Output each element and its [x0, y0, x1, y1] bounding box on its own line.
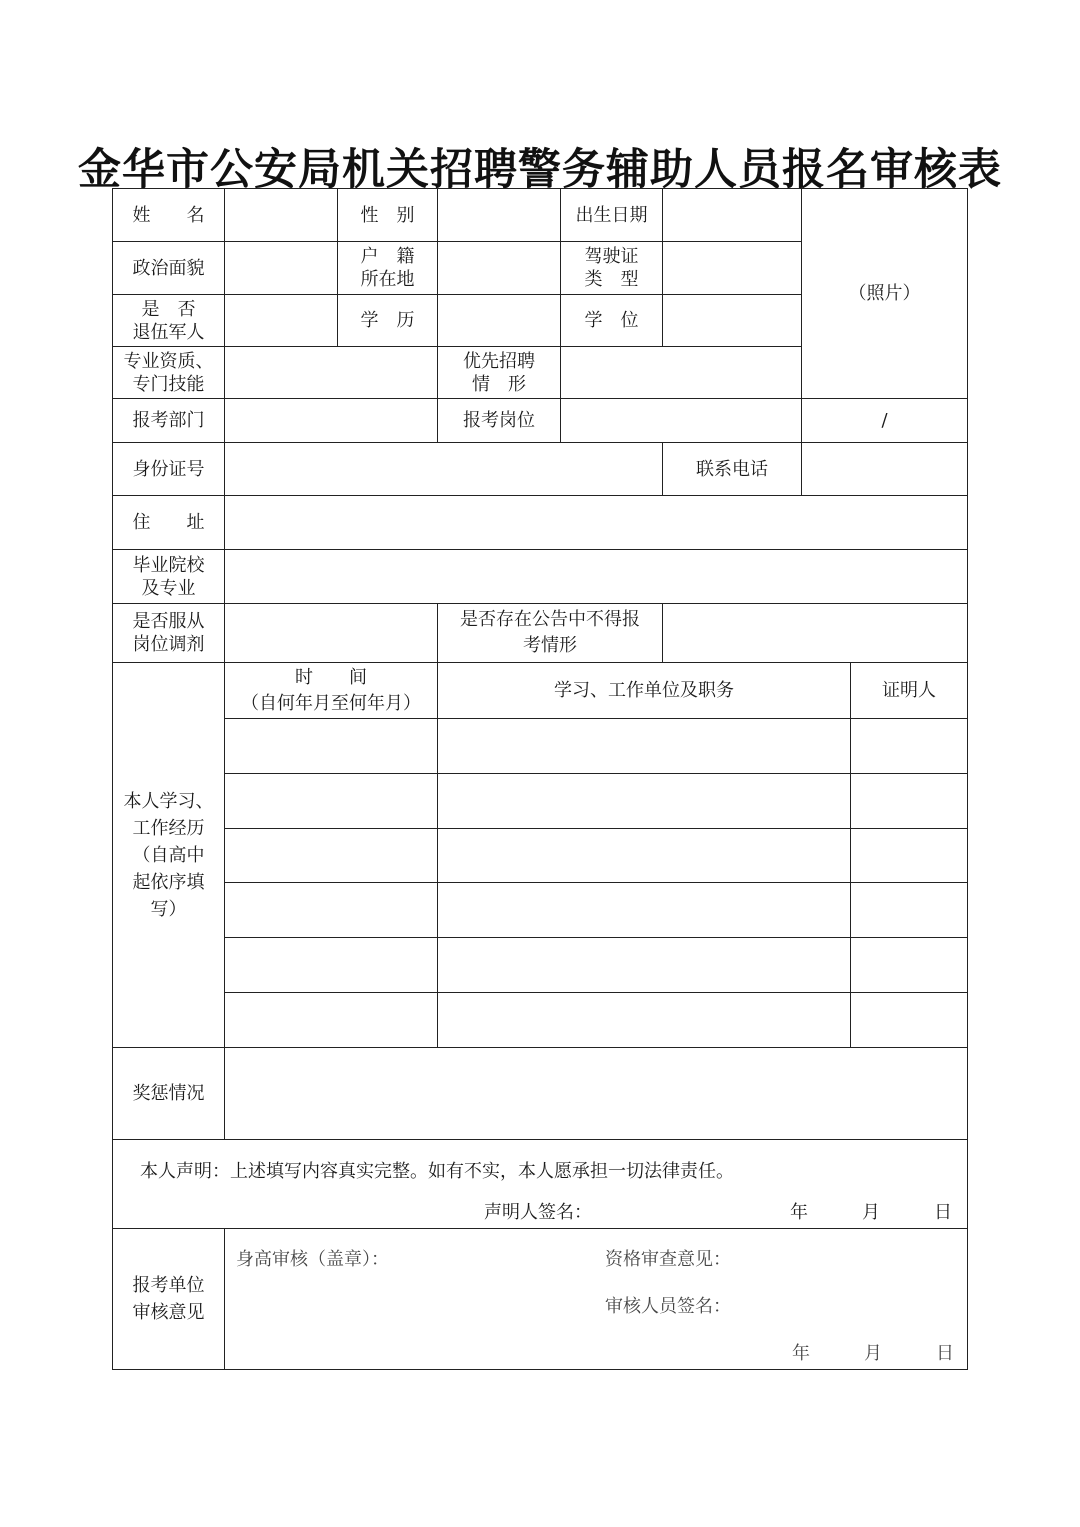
license-type-field[interactable] [662, 241, 802, 295]
political-status-label: 政治面貌 [112, 241, 225, 295]
history-time-cell[interactable] [224, 718, 438, 774]
history-time-cell[interactable] [224, 882, 438, 938]
education-field[interactable] [437, 294, 561, 347]
political-status-field[interactable] [224, 241, 338, 295]
history-time-cell[interactable] [224, 992, 438, 1048]
photo-box[interactable]: （照片） [801, 188, 968, 399]
degree-field[interactable] [662, 294, 802, 347]
history-witness-cell[interactable] [850, 828, 968, 883]
review-label: 报考单位 审核意见 [112, 1228, 225, 1370]
history-witness-cell[interactable] [850, 992, 968, 1048]
degree-label: 学 位 [560, 294, 663, 347]
history-unit-cell[interactable] [437, 773, 851, 829]
history-witness-cell[interactable] [850, 937, 968, 993]
id-number-label: 身份证号 [112, 442, 225, 496]
unit-header: 学习、工作单位及职务 [437, 662, 851, 719]
gender-label: 性 别 [337, 188, 438, 242]
household-label: 户 籍 所在地 [337, 241, 438, 295]
slash-cell: / [801, 398, 968, 443]
prohibited-field[interactable] [662, 603, 968, 663]
qualification-field[interactable] [224, 346, 438, 399]
household-field[interactable] [437, 241, 561, 295]
department-label: 报考部门 [112, 398, 225, 443]
prohibited-label: 是否存在公告中不得报 考情形 [437, 603, 663, 663]
name-field[interactable] [224, 188, 338, 242]
history-label: 本人学习、 工作经历 （自高中 起依序填 写） [112, 662, 225, 1048]
history-unit-cell[interactable] [437, 992, 851, 1048]
post-label: 报考岗位 [437, 398, 561, 443]
school-label: 毕业院校 及专业 [112, 549, 225, 604]
address-label: 住 址 [112, 495, 225, 550]
veteran-field[interactable] [224, 294, 338, 347]
history-witness-cell[interactable] [850, 773, 968, 829]
license-type-label: 驾驶证 类 型 [560, 241, 663, 295]
address-field[interactable] [224, 495, 968, 550]
veteran-label: 是 否 退伍军人 [112, 294, 225, 347]
history-time-cell[interactable] [224, 773, 438, 829]
qualification-opinion-label: 资格审查意见： [605, 1249, 731, 1270]
post-field[interactable] [560, 398, 802, 443]
height-check-label: 身高审核（盖章）： [236, 1249, 389, 1270]
birth-date-field[interactable] [662, 188, 802, 242]
declaration-date: 年 月 日 [790, 1202, 952, 1223]
form-title: 金华市公安局机关招聘警务辅助人员报名审核表 [78, 145, 1002, 195]
birth-date-label: 出生日期 [560, 188, 663, 242]
history-witness-cell[interactable] [850, 718, 968, 774]
declaration-text: 本人声明：上述填写内容真实完整。如有不实，本人愿承担一切法律责任。 [140, 1161, 734, 1182]
priority-label: 优先招聘 情 形 [437, 346, 561, 399]
priority-field[interactable] [560, 346, 802, 399]
education-label: 学 历 [337, 294, 438, 347]
phone-field[interactable] [801, 442, 968, 496]
time-header: 时 间 （自何年月至何年月） [224, 662, 438, 719]
department-field[interactable] [224, 398, 438, 443]
history-unit-cell[interactable] [437, 937, 851, 993]
phone-label: 联系电话 [662, 442, 802, 496]
name-label: 姓 名 [112, 188, 225, 242]
adjust-label: 是否服从 岗位调剂 [112, 603, 225, 663]
reviewer-signature-label: 审核人员签名： [605, 1296, 731, 1317]
rewards-field[interactable] [224, 1047, 968, 1140]
declaration-signature-label: 声明人签名： [484, 1202, 592, 1223]
adjust-field[interactable] [224, 603, 438, 663]
history-witness-cell[interactable] [850, 882, 968, 938]
history-unit-cell[interactable] [437, 882, 851, 938]
qualification-label: 专业资质、 专门技能 [112, 346, 225, 399]
review-date: 年 月 日 [792, 1343, 954, 1364]
history-time-cell[interactable] [224, 828, 438, 883]
history-time-cell[interactable] [224, 937, 438, 993]
history-unit-cell[interactable] [437, 718, 851, 774]
id-number-field[interactable] [224, 442, 663, 496]
gender-field[interactable] [437, 188, 561, 242]
rewards-label: 奖惩情况 [112, 1047, 225, 1140]
witness-header: 证明人 [850, 662, 968, 719]
school-field[interactable] [224, 549, 968, 604]
history-unit-cell[interactable] [437, 828, 851, 883]
